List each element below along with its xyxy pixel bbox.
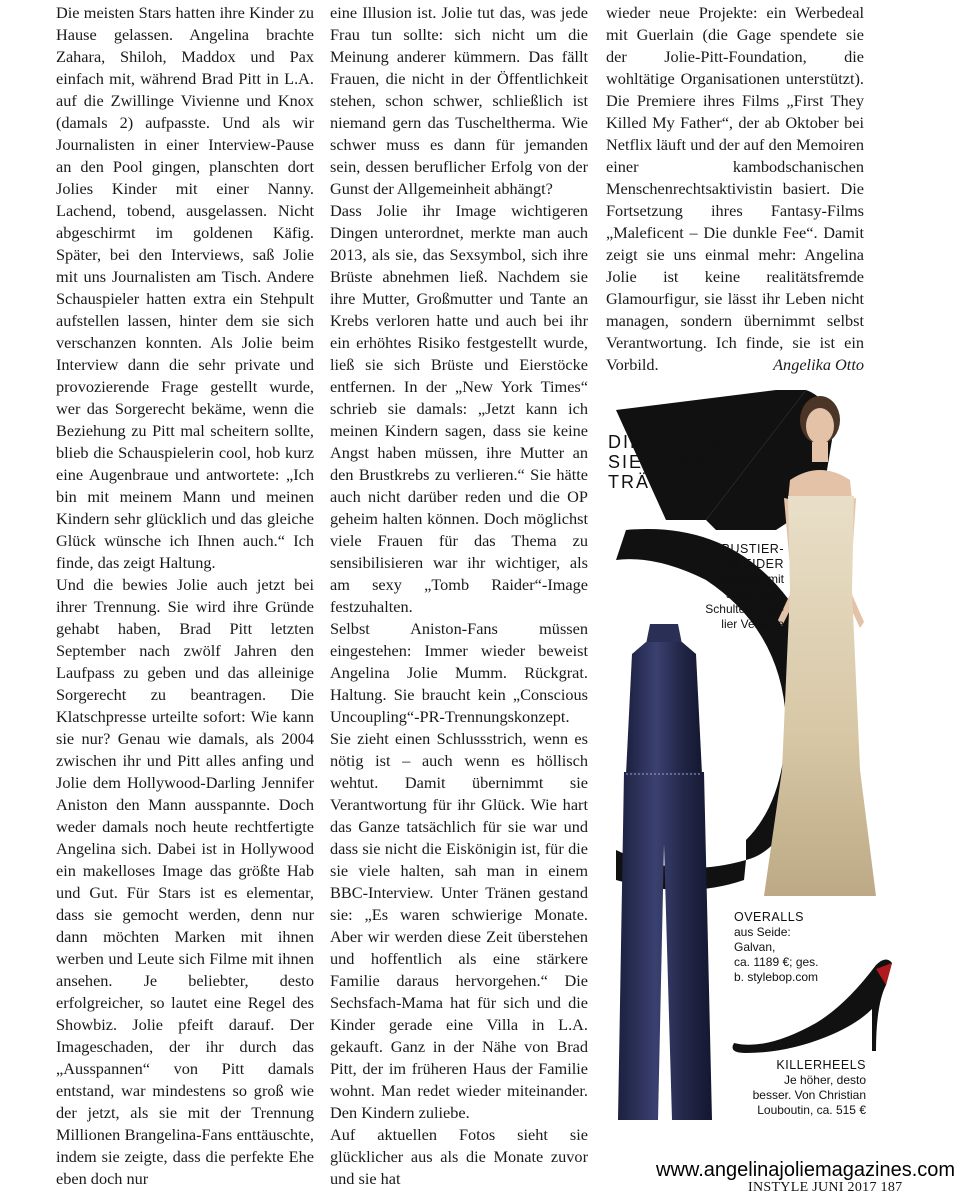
paragraph: Selbst Aniston-Fans müssen eingestehen: Immer wieder beweist Angelina Jolie Mumm. Rückgrat. Haltung. Sie braucht kein „Conscious Uncoupling“-PR-Trennungskonzept. Sie zieht einen Schlussstrich, wenn es nötig ist – auch wenn es höllisch wehtut. Damit übernimmt sie Verantwortung für ihr Glück. Wie hart das Ganze tatsächlich für sie war und dass sie nicht die Eiskönigin ist, für die sie viele halten, sah man in einem BBC-Interview. Unter Tränen gestand sie: „Es waren schwierige Monate. Aber wir werden diese Zeit überstehen und hoffentlich als eine stärkere Familie daraus hervorgehen.“ Die Sechsfach-Mama hat für sich und die Kinder gerade eine Villa in L.A. gekauft. Ganz in der Nähe von Brad Pitt, der im früheren Haus der Familie wohnt. Man redet wieder miteinander. Den Kindern zuliebe. [330, 619, 588, 1122]
heels-caption [746, 1058, 866, 1118]
caption-text: b. stylebop.com [734, 970, 819, 984]
paragraph: Auf aktuellen Fotos sieht sie glücklicher aus als die Monate zuvor und sie hat [330, 1125, 588, 1188]
feature-title [608, 432, 725, 492]
caption-text: Schultern: Ate- [705, 602, 784, 616]
author-signature: Angelika Otto [773, 355, 864, 374]
article-column-2 [330, 2, 588, 1190]
feature-box [596, 380, 968, 1140]
feature-title-line: DINGE, DIE [608, 432, 726, 452]
caption-text: besser. Von Christian [752, 1088, 866, 1102]
paragraph [606, 2, 864, 376]
bustier-caption [638, 542, 784, 632]
paragraph: Dass Jolie ihr Image wichtigeren Dingen unterordnet, merkte man auch 2013, als sie, das Sexsymbol, sich ihre Brüste abnehmen ließ. Nachdem sie ihre Mutter, Großmutter und Tante an Krebs verloren hatte und auch bei ihr ein erhöhtes Risiko festgestellt wurde, ließ sie sich Brüste und Eierstöcke entfernen. In der „New York Times“ schrieb sie damals: „Jetzt kann ich meinen Kindern sagen, dass sie keine Angst haben müssen, ihre Mutter an den Brustkrebs zu verlieren.“ Sie hätte auch nicht darüber reden und die OP geheim halten können. Doch möglichst viele Frauen für das Thema zu sensibilisieren war ihr wichtiger, als am sexy „Tomb Raider“-Image festzuhalten. [330, 201, 588, 616]
paragraph: Die meisten Stars hatten ihre Kinder zu Hause gelassen. Angelina brachte Zahara, Shiloh, Maddox und Pax einfach mit, während Brad Pitt in L.A. auf die Zwillinge Vivienne und Knox (damals 2) aufpasste. Und als wir Journalisten in einer Interview-Pause an den Pool gingen, planschten dort Jolies Kinder mit einer Nanny. Lachend, tobend, ausgelassen. Nicht abgeschirmt im goldenen Käfig. Später, bei den Interviews, saß Jolie mit uns Journalisten am Tisch. Andere Schauspieler hatten extra ein Stehpult aufstellen lassen, hinter dem sie sich verschanzen konnten. Als Jolie beim Interview dann die sehr private und provozierende Frage gestellt wurde, wer das Sorgerecht bekäme, wenn die Beziehung zu Pitt mal scheitern sollte, blieb die Schauspielerin cool, hob kurz eine Augenbraue und antwortete: „Ich bin mit meinem Mann und meinen Kindern sehr glücklich und das gleiche Glück wünsche ich Ihnen auch.“ Ich finde, das zeigt Haltung. [56, 3, 314, 572]
angelina-gown-photo [754, 390, 890, 906]
article-column-3 [606, 2, 864, 376]
caption-text: Louboutin, ca. 515 € [757, 1103, 866, 1117]
caption-text: sexy freien [725, 587, 784, 601]
caption-text: Je höher, desto [783, 1073, 866, 1087]
caption-text: ca. 1189 €; ges. [734, 955, 819, 969]
silk-overall-photo [612, 624, 716, 1124]
caption-heading: KLEIDER [727, 557, 784, 571]
paragraph-text: wieder neue Projekte: ein Werbedeal mit Guerlain (die Gage spendete sie der Jolie-Pitt-Foundation, die wohltätige Organisationen unterstützt). Die Premiere ihres Films „First They Killed My Father“, der ab Oktober bei Netflix läuft und der auf den Memoiren einer kambodschanischen Menschenrechtsaktivistin basiert. Die Fortsetzung ihres Fantasy-Films „Maleficent – Die dunkle Fee“. Damit zeigt sie uns einmal mehr: Angelina Jolie ist keine realitätsfremde Glamourfigur, sie lässt ihr Leben nicht managen, sondern übernimmt selbst Verantwortung. Ich finde, sie ist ein Vorbild. [606, 3, 864, 374]
page-folio: INSTYLE JUNI 2017 187 [748, 1180, 903, 1195]
caption-text: lier Versace [721, 617, 784, 631]
caption-heading: BUSTIER- [721, 542, 784, 556]
caption-text: Elegant, mit [720, 572, 784, 586]
caption-text: aus Seide: Galvan, [734, 925, 791, 954]
paragraph: Und die bewies Jolie auch jetzt bei ihrer Trennung. Sie wird ihre Gründe gehabt haben, Brad Pitt letzten September nach zwölf Jahren den Laufpass zu geben und das alleinige Sorgerecht zu beantragen. Die Klatschpresse urteilte sofort: Wie kann sie nur? Genau wie damals, als 2004 zwischen ihr und Pitt alles anfing und Jolie dem Hollywood-Darling Jennifer Aniston den Mann ausspannte. Doch weder damals noch heute rechtfertigte Angelina sich. Dabei ist in Hollywood ein makelloses Image das größte Hab und Gut. Für Stars ist es elementar, dass sie gemocht werden, denn nur dann möchten Marken mit ihnen werben und Leute sich Filme mit ihnen ansehen. Je beliebter, desto erfolgreicher, so lautet eine Regel des Showbiz. Jolie pfeift darauf. Der Imageschaden, der ihr durch das „Ausspannen“ von Pitt damals entstand, war mindestens so groß wie der jetzt, als sie mit der Trennung Millionen Brangelina-Fans enttäuschte, indem sie zeigte, dass die perfekte Ehe eben doch nur [56, 575, 314, 1188]
article-column-1 [56, 2, 314, 1190]
paragraph: eine Illusion ist. Jolie tut das, was jede Frau tun sollte: sich nicht um die Meinung anderer kümmern. Das fällt Frauen, die nicht in der Öffentlichkeit stehen, schon schwer, schließlich ist niemand gern das Tuscheltherma. Wie schwer muss es dann für jemanden sein, dessen beruflicher Erfolg von der Gunst der Allgemeinheit abhängt? [330, 3, 588, 198]
caption-heading: KILLERHEELS [776, 1058, 866, 1072]
feature-title-line: TRÄGT [608, 472, 679, 492]
overalls-caption [734, 910, 834, 985]
website-watermark: www.angelinajoliemagazines.com [656, 1159, 956, 1181]
caption-heading: OVERALLS [734, 910, 805, 924]
feature-title-line: SIE GERN [608, 452, 711, 472]
